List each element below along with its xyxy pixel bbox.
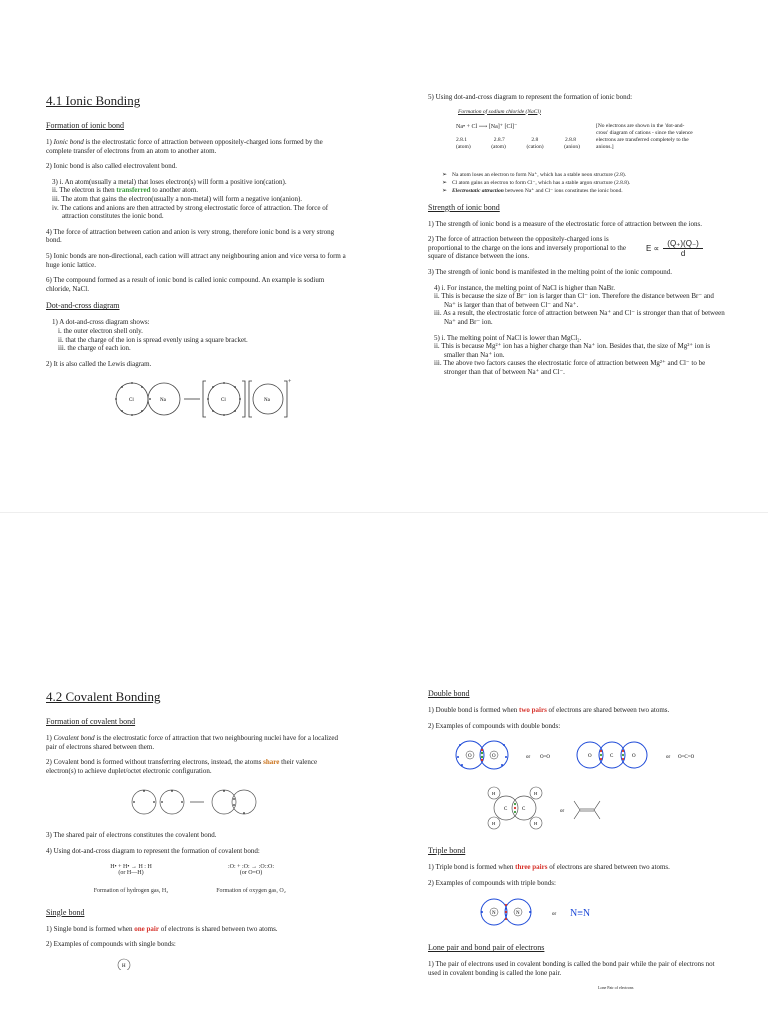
svg-text:or: or <box>666 755 671 761</box>
ion-note: [No electrons are shown in the 'dot-and-cross' diagram of cations - since the valence electrons are transferred completely to the anions.] <box>596 122 693 150</box>
covalent-equations: H• + H• → H : H (or H—H) Formation of hydrogen gas, H₂ :O: + :O: → :O::O: (or O=O) Formation of oxygen gas, O₂ <box>93 863 286 894</box>
double-bond-diagrams <box>428 737 726 831</box>
tb-para-2: 2) Examples of compounds with triple bonds: <box>428 878 556 887</box>
nacl-figure: Formation of sodium chloride (NaCl) Na• + Cl ⟶ [Na]⁺ [Cl]⁻ 2.8.1 2.8.7 2.8 2.8.8 (atom) (atom) (cation) (anion) [No electrons are shown in the 'dot-and-cross' diagram of cations - since the valence electrons are transferred completely to the anions.] <box>456 109 726 171</box>
svg-text:Na: Na <box>264 398 270 404</box>
cov-para-1: 1) Covalent bond is the electrostatic force of attraction that two neighbouring nuclei have for a localized pair of electrons shared between them. <box>46 734 338 751</box>
left-column-2 <box>46 689 346 975</box>
svg-text:Na: Na <box>160 398 166 404</box>
page-title: 4.1 Ionic Bonding <box>46 93 141 108</box>
svg-text:C: C <box>504 807 508 813</box>
para-s3: 3) The strength of ionic bond is manifested in the melting point of the ionic compound. <box>428 267 673 276</box>
db-para-1: 1) Double bond is formed when two pairs of electrons are shared between two atoms. <box>428 706 670 714</box>
svg-text:H: H <box>492 821 496 827</box>
heading-formation: Formation of ionic bond <box>46 121 124 130</box>
svg-text:O: O <box>588 754 592 760</box>
tb-para-1: 1) Triple bond is formed when three pairs of electrons are shared between two atoms. <box>428 863 670 872</box>
sb-para-2: 2) Examples of compounds with single bonds: <box>46 940 176 949</box>
svg-text:O=C=O: O=C=O <box>678 755 695 761</box>
para-s5: 5) i. The melting point of NaCl is lower than MgCl₂. ii. This is because Mg²⁺ ion has a higher charge than Na⁺ ion. Besides that, the size of Mg²⁺ ion is smaller than Na⁺ ion. iii. The above two factors causes the electrostatic force of attraction between Mg²⁺ and Cl⁻ to be stronger than that of between Na⁺ and Cl⁻. <box>434 333 711 376</box>
para-lewis: 2) It is also called the Lewis diagram. <box>46 359 152 368</box>
heading-strength: Strength of ionic bond <box>428 202 500 212</box>
ethene-structure <box>574 801 600 819</box>
heading-dot-cross: Dot-and-cross diagram <box>46 301 120 311</box>
svg-text:N: N <box>492 911 496 917</box>
right-column <box>428 93 726 377</box>
page-ionic-bonding <box>0 0 768 512</box>
svg-text:N≡N: N≡N <box>570 908 591 920</box>
para-3: 3) i. An atom(usually a metal) that loses electron(s) will form a positive ion(cation). ii. The electron is then transferred to another atom. iii. The atom that gains the electron(usually a non-metal) will form a negative ion(anion). iv. The cations and anions are then attracted by strong electrostatic force of attraction. The force of attraction constitutes the ionic bond. <box>52 177 329 221</box>
heading-triple-bond: Triple bond <box>428 846 466 856</box>
ethene-diagram <box>488 787 542 829</box>
svg-text:C: C <box>610 754 614 760</box>
lone-pair-label: Lone Pair of electrons <box>598 984 634 990</box>
svg-text:or: or <box>552 912 557 918</box>
svg-text:H: H <box>492 791 496 797</box>
svg-text:C: C <box>522 807 526 813</box>
cov-para-2: 2) Covalent bond is formed without transferring electrons, instead, the atoms share their valence electron(s) to achieve duplet/octet electronic configuration. <box>46 758 318 775</box>
o2-overlap-diagram <box>124 782 324 822</box>
n2-diagram <box>468 894 708 930</box>
heading-lone-pair: Lone pair and bond pair of electrons <box>428 943 545 953</box>
page-title-2: 4.2 Covalent Bonding <box>46 689 161 704</box>
svg-text:or: or <box>526 755 531 761</box>
svg-text:H: H <box>534 821 538 827</box>
coulomb-formula: E ∝ (Q₊)(Q₋) d <box>646 235 703 261</box>
svg-text:O: O <box>632 754 636 760</box>
svg-text:Cl: Cl <box>221 398 226 404</box>
o2-diagram <box>456 741 508 769</box>
single-bond-example <box>114 956 154 970</box>
db-para-2: 2) Examples of compounds with double bonds: <box>428 721 561 730</box>
dot-cross-list: 1) A dot-and-cross diagram shows: i. the outer electron shell only. ii. that the charge of the ion is spread evenly using a square bracket. iii. the charge of each ion. <box>52 318 248 353</box>
para-1: 1) Ionic bond is the electrostatic force of attraction between oppositely-charged ions formed by the complete transfer of electrons from an atom to another atom. <box>46 138 323 155</box>
para-5: 5) Ionic bonds are non-directional, each cation will attract any neighbouring anion and vice versa to form a huge ionic lattice. <box>46 251 346 269</box>
heading-single-bond: Single bond <box>46 907 85 917</box>
page-covalent-bonding <box>0 512 768 1025</box>
para-4: 4) The force of attraction between cation and anion is very strong, therefore ionic bond is a very strong bond. <box>46 227 335 245</box>
svg-text:or: or <box>560 809 565 815</box>
para-r5: 5) Using dot-and-cross diagram to represent the formation of ionic bond: <box>428 93 633 101</box>
cov-para-3: 3) The shared pair of electrons constitutes the covalent bond. <box>46 831 217 840</box>
svg-text:Cl: Cl <box>129 398 134 404</box>
lewis-diagram <box>102 375 342 423</box>
para-2: 2) Ionic bond is also called electrovalent bond. <box>46 162 178 171</box>
left-column <box>46 93 346 428</box>
heading-formation-covalent: Formation of covalent bond <box>46 717 136 726</box>
svg-text:O: O <box>468 754 472 760</box>
para-6: 6) The compound formed as a result of ionic bond is called ionic compound. An example is sodium chloride, NaCl. <box>46 276 325 293</box>
co2-diagram <box>577 742 647 768</box>
svg-text:H: H <box>122 963 126 969</box>
bullet-list: ➢ Na atom loses an electron to form Na⁺, which has a stable neon structure (2.8). ➢ Cl atom gains an electron to form Cl⁻, which has a stable argon structure (2.8.8). ➢ Electrostatic attraction between Na⁺ and Cl⁻ ions constitutes the ionic bond. <box>442 172 726 195</box>
cov-para-4: 4) Using dot-and-cross diagram to represent the formation of covalent bond: <box>46 846 260 855</box>
right-column-2 <box>428 689 726 990</box>
para-s1: 1) The strength of ionic bond is a measure of the electrostatic force of attraction between the ions. <box>428 219 702 228</box>
lp-para-1: 1) The pair of electrons used in covalent bonding is called the bond pair while the pair of electrons not used in covalent bonding is called the lone pair. <box>428 960 715 977</box>
sb-para-1: 1) Single bond is formed when one pair of electrons is shared between two atoms. <box>46 924 278 933</box>
svg-text:+: + <box>288 379 292 386</box>
svg-text:O=O: O=O <box>540 755 551 761</box>
svg-text:O: O <box>492 754 496 760</box>
para-s4: 4) i. For instance, the melting point of NaCl is higher than NaBr. ii. This is because the size of Br⁻ ion is larger than Cl⁻ ion. Therefore the distance between Br⁻ and Na⁺ is larger than that of between Cl⁻ and Na⁺. iii. As a result, the electrostatic force of attraction between Na⁺ and Cl⁻ is stronger than that of between Na⁺ and Br⁻ ion. <box>434 283 725 326</box>
svg-text:N: N <box>516 911 520 917</box>
svg-text:H: H <box>534 791 538 797</box>
para-s2-row: 2) The force of attraction between the oppositely-charged ions is proportional to the charge on the ions and inversely proportional to the square of distance between the ions. E ∝ (Q₊)(Q₋) d <box>428 235 726 261</box>
heading-double-bond: Double bond <box>428 689 470 698</box>
